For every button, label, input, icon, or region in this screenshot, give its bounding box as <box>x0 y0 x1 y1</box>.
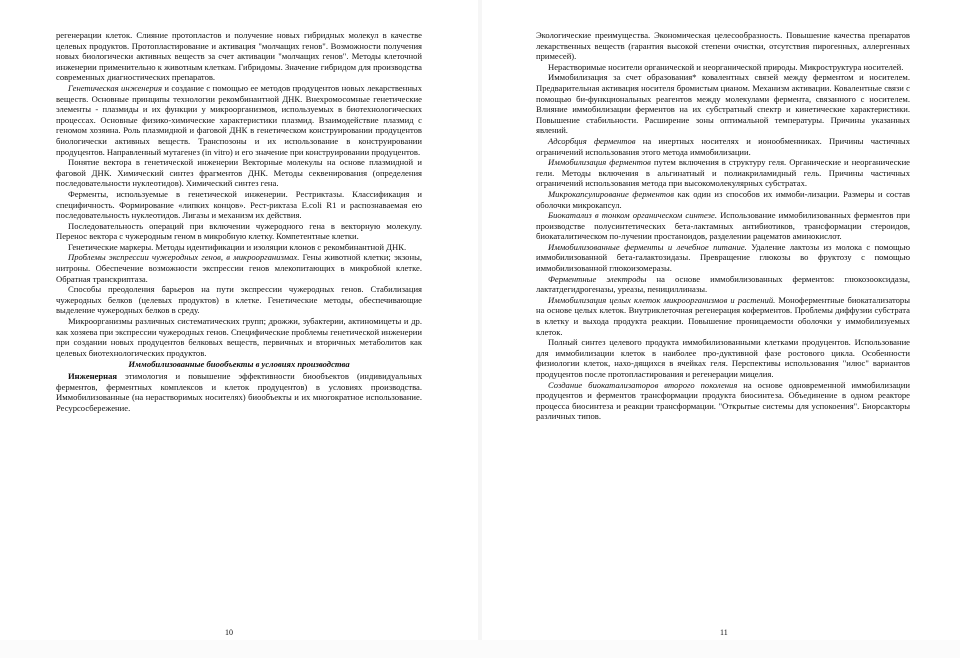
paragraph-text: на основе иммобилизованных ферментов: глюкозооксидазы, лактатдегидрогеназы, уреазы, пенициллиназы. <box>536 273 910 295</box>
paragraph-text: Удаление лактозы из молока с помощью иммобилизованной бета-галактозидазы. Превращение глюкозы во фруктозу с помощью иммобилизованной глюкоизомеразы. <box>536 241 910 274</box>
paragraph <box>536 157 910 189</box>
page-number: 10 <box>225 628 233 637</box>
paragraph: регенерации клеток. Слияние протопластов и получение новых гибридных молекул в качестве целевых продуктов. Протопластирование и активация "молчащих генов". Возможности получения новых биологически активных веществ за счет активации "молчащих генов". Методы клеточной инженерии применительно к животным клеткам. Гибридомы. Значение гибридом для производства современных диагностических препаратов. <box>56 30 422 83</box>
italic-term: Биокатализ в тонком органическом синтезе. <box>548 210 717 221</box>
paragraph <box>536 274 910 295</box>
paragraph: Нерастворимые носители органической и неорганической природы. Микроструктура носителей. <box>548 61 904 72</box>
right-page-column <box>536 30 910 422</box>
italic-term: Иммобилизованные ферменты и лечебное питание. <box>548 241 747 252</box>
paragraph <box>536 210 910 242</box>
paragraph <box>56 252 422 284</box>
paragraph <box>536 242 910 274</box>
section-heading: Иммобилизованные биообъекты в условиях производства <box>128 359 350 370</box>
paragraph: Микроорганизмы различных систематических групп; дрожжи, зубактерии, актиномицеты и др. как хозяева при экспрессии чужеродных генов. Специфические проблемы генетической инженерии при создании новых продуцентов белковых веществ, первичных и вторичных метаболитов как целевых биотехнологических продуктов. <box>56 316 422 358</box>
italic-term: Ферментные электроды <box>548 273 647 284</box>
paragraph: Генетические маркеры. Методы идентификации и изоляции клонов с рекомбинантной ДНК. <box>68 241 407 252</box>
paragraph <box>536 189 910 210</box>
paragraph <box>56 371 422 413</box>
italic-term: Генетическая инженерия <box>68 82 162 93</box>
italic-term: Адсорбция ферментов <box>548 135 636 146</box>
paragraph-text: и создание с помощью ее методов продуцентов новых лекарственных веществ. Основные принципы технологии рекомбинантной ДНК. Внехромосомные генетические элементы - плазмиды и их функции у микроорганизмов, используемых в биотехнологических процессах. Основные физико-химические характеристики плазмид. Взаимодействие плазмид с геномом хозяина. Роль плазмидной и фаговой ДНК в генетическом конструировании продуцентов биологически активных веществ. Транспозоны и их использование в конструировании продуцентов. Направленный мутагенез (in vitro) и его значение при конструировании продуцентов. <box>56 82 422 157</box>
italic-term: Микрокапсулирование ферментов <box>548 188 674 199</box>
paragraph: Иммобилизация за счет образования* ковалентных связей между ферментом и носителем. Предварительная активация носителя бромистым цианом. Механизм активации. Ковалентные связи с помощью би-функциональных реагентов между молекулами фермента, связанного с носителем. Влияние иммобилизации ферментов на их субстратный спектр и кинетические характеристики. Повышение стабильности. Расширение зоны оптимальной температуры. Причины указанных явлений. <box>536 72 910 136</box>
italic-term: Проблемы экспрессии чужеродных генов, в микроорганизмах. <box>68 252 300 263</box>
paragraph: Полный синтез целевого продукта иммобилизованными клетками продуцентов. Использование для иммобилизации клеток в наиболее про-дуктивной фазе ростового цикла. Особенности физиологии клеток, нахо-дящихся в ячейках геля. Перспективы использования "илюс" вариантов продуцентов после протопластирования и регенерации мицелия. <box>536 337 910 379</box>
left-page-column <box>56 30 422 413</box>
paragraph <box>536 295 910 337</box>
italic-term: Иммобилизация целых клеток микроорганизмов и растений. <box>548 294 776 305</box>
paragraph: Способы преодоления барьеров на пути экспрессии чужеродных генов. Стабилизация чужеродных белков (целевых продуктов) в клетке. Генетические методы, обеспечивающие выделение чужеродных белков в среду. <box>56 284 422 316</box>
paragraph-text: Гены животной клетки; экзоны, нитроны. Обеспечение возможности экспрессии генов млекопитающих в микробной клетке. Обратная транскриптаза. <box>56 252 422 284</box>
paragraph: Ферменты, используемые в генетической инженерии. Рестриктазы. Классификация и специфичность. Формирование «липких концов». Рест-риктаза E.coli R1 и распознаваемая ею последовательность нуклеотидов. Лигазы и механизм их действия. <box>56 188 422 221</box>
bold-term: Инженерная <box>68 371 118 381</box>
paragraph <box>536 380 910 422</box>
paragraph-text: Моноферментные биокатализаторы на основе целых клеток. Внутриклеточная регенерация коферментов. Проблемы диффузии субстрата в клетку и выхода продукта реакции. Повышение проницаемости оболочки у иммобилизуемых клеток. <box>536 294 910 337</box>
paragraph-text: этимология и повышение эффективности биообъектов (индивидуальных ферментов, ферментных комплексов и клеток продуцентов) в условиях производства. Иммобилизованные (на нерастворимых носителях) биообъекты и их многократное использование. Ресурсосбережение. <box>56 371 422 413</box>
paragraph-text: Использование иммобилизованных ферментов при производстве полусинтетических бета-лактамных антибиотиков, трансформации стероидов, биокаталитическом по-лучении простаноидов, разделении рацематов аминокислот. <box>536 210 910 242</box>
paragraph: Последовательность операций при включении чужеродного гена в векторную молекулу. Перенос вектора с чужеродным геном в микробную клетку. Компетентные клетки. <box>56 220 422 242</box>
paragraph: Понятие вектора в генетической инженерии Векторные молекулы на основе плазмидной и фаговой ДНК. Химический синтез фрагментов ДНК. Методы секвенирования (определения последовательности нуклеотидов). Химический синтез гена. <box>56 157 422 189</box>
page-number: 11 <box>720 628 728 637</box>
paragraph-text: путем включения в структуру геля. Органические и неорганические гели. Методы включения в альгинатный и полиакриламидный гель. Причины частичных ограничений использования метода при высокомолекулярных субстратах. <box>536 157 910 189</box>
paragraph <box>56 83 422 157</box>
italic-term: Иммобилизация ферментов <box>548 157 651 168</box>
italic-term: Создание биокатализаторов второго поколения <box>548 379 738 390</box>
paragraph: Экологические преимущества. Экономическая целесообразность. Повышение качества препаратов лекарственных веществ (гарантия высокой степени очистки, отсутствия пирогенных, аллергенных примесей). <box>536 30 910 62</box>
paragraph <box>536 136 910 157</box>
paragraph-text: на основе одновременной иммобилизации продуцентов и ферментов трансформации продукта биосинтеза. Объединение в одном реакторе процесса биосинтеза и реакции трансформации. "Открытые системы для успокоения". Биорсакторы различных типов. <box>536 379 910 422</box>
paragraph-text: как один из способов их иммоби-лизации. Размеры и состав оболочки микрокапсул. <box>536 188 910 210</box>
paragraph-text: на инертных носителях и ионообменниках. Причины частичных ограничений использования этого метода иммобилизации. <box>536 135 910 157</box>
